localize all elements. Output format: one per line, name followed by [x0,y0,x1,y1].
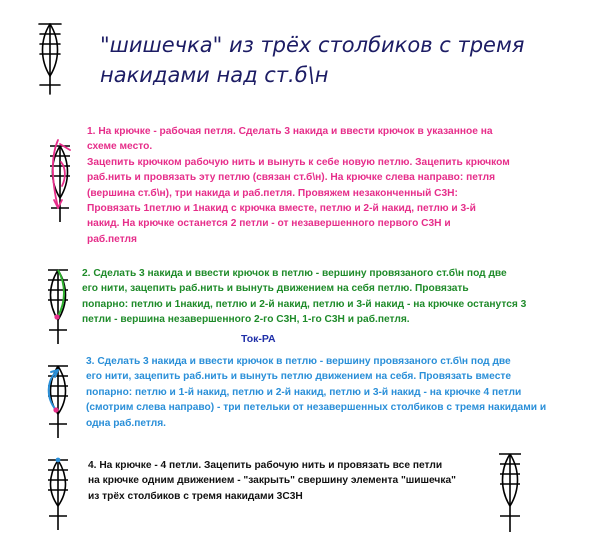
step-line: (вершина ст.б\н), три накида и раб.петля. Провяжем незаконченный С3Н: [87,187,458,199]
step-line: схеме место. [87,141,153,153]
step-line: из трёх столбиков с тремя накидами 3С3Н [88,490,303,502]
step-3-symbol [42,360,78,440]
title-line-2: накидами над ст.б\н [100,63,329,87]
step-line: раб.нить и провязать эту петлю (связан ст.б\н). На крючке слева направо: петля [87,172,496,184]
step-line: раб.петля [87,233,137,245]
step-line: 4. На крючке - 4 петли. Зацепить рабочую нить и провязать все петли [88,460,443,471]
step-3-text [86,354,546,431]
step-line: попарно: петлю и 1накид, петлю и 2-й накид, петлю и 3-й накид - на крючке останутся 3 [82,298,527,310]
step-line: 1. На крючке - рабочая петля. Сделать 3 накида и ввести крючок в указанное на [87,126,493,137]
step-2-text [82,266,526,328]
step-line: петли - вершина незавершенного 2-го С3Н, 1-го С3Н и раб.петля. [82,314,410,326]
step-line: 2. Сделать 3 накида и ввести крючок в петлю - вершину провязаного ст.б\н под две [82,268,507,279]
step-line: одна раб.петля. [86,417,167,429]
step-line: (смотрим слева направо) - три петельки от незавершенных столбиков с тремя накидами и [86,402,547,414]
step-line: Зацепить крючком рабочую нить и вынуть к себе новую петлю. Зацепить крючком [87,156,510,168]
diagram-title [100,30,560,90]
author-credit: Ток-РА [241,333,276,345]
step-line: накид. На крючке останется 2 петли - от незавершенного первого С3Н и [87,218,451,230]
step-4-symbol [42,452,78,532]
step-1-text [87,124,510,247]
puff-stitch-symbol-final [492,448,528,534]
puff-stitch-symbol-top [30,14,70,96]
step-line: Провязать 1петлю и 1накид с крючка вместе, петлю и 2-й накид, петлю и 3-й [87,203,476,215]
title-line-1: "шишечка" из трёх столбиков с тремя [100,33,525,57]
step-line: его нити, зацепить раб.нить и вынуть движением на себя петлю. Провязать [82,283,469,295]
step-4-text [88,458,456,504]
step-line: попарно: петлю и 1-й накид, петлю и 2-й накид, петлю и 3-й накид - на крючке 4 петли [86,386,522,398]
step-1-symbol [44,138,80,224]
step-2-symbol [42,264,78,346]
step-line: его нити, зацепить раб.нить и вынуть петлю движением на себя. Провязать вместе [86,371,512,383]
step-line: 3. Сделать 3 накида и ввести крючок в петлю - вершину провязаного ст.б\н под две [86,356,511,367]
step-line: на крючке одним движением - "закрыть" свершину элемента "шишечка" [88,475,456,487]
